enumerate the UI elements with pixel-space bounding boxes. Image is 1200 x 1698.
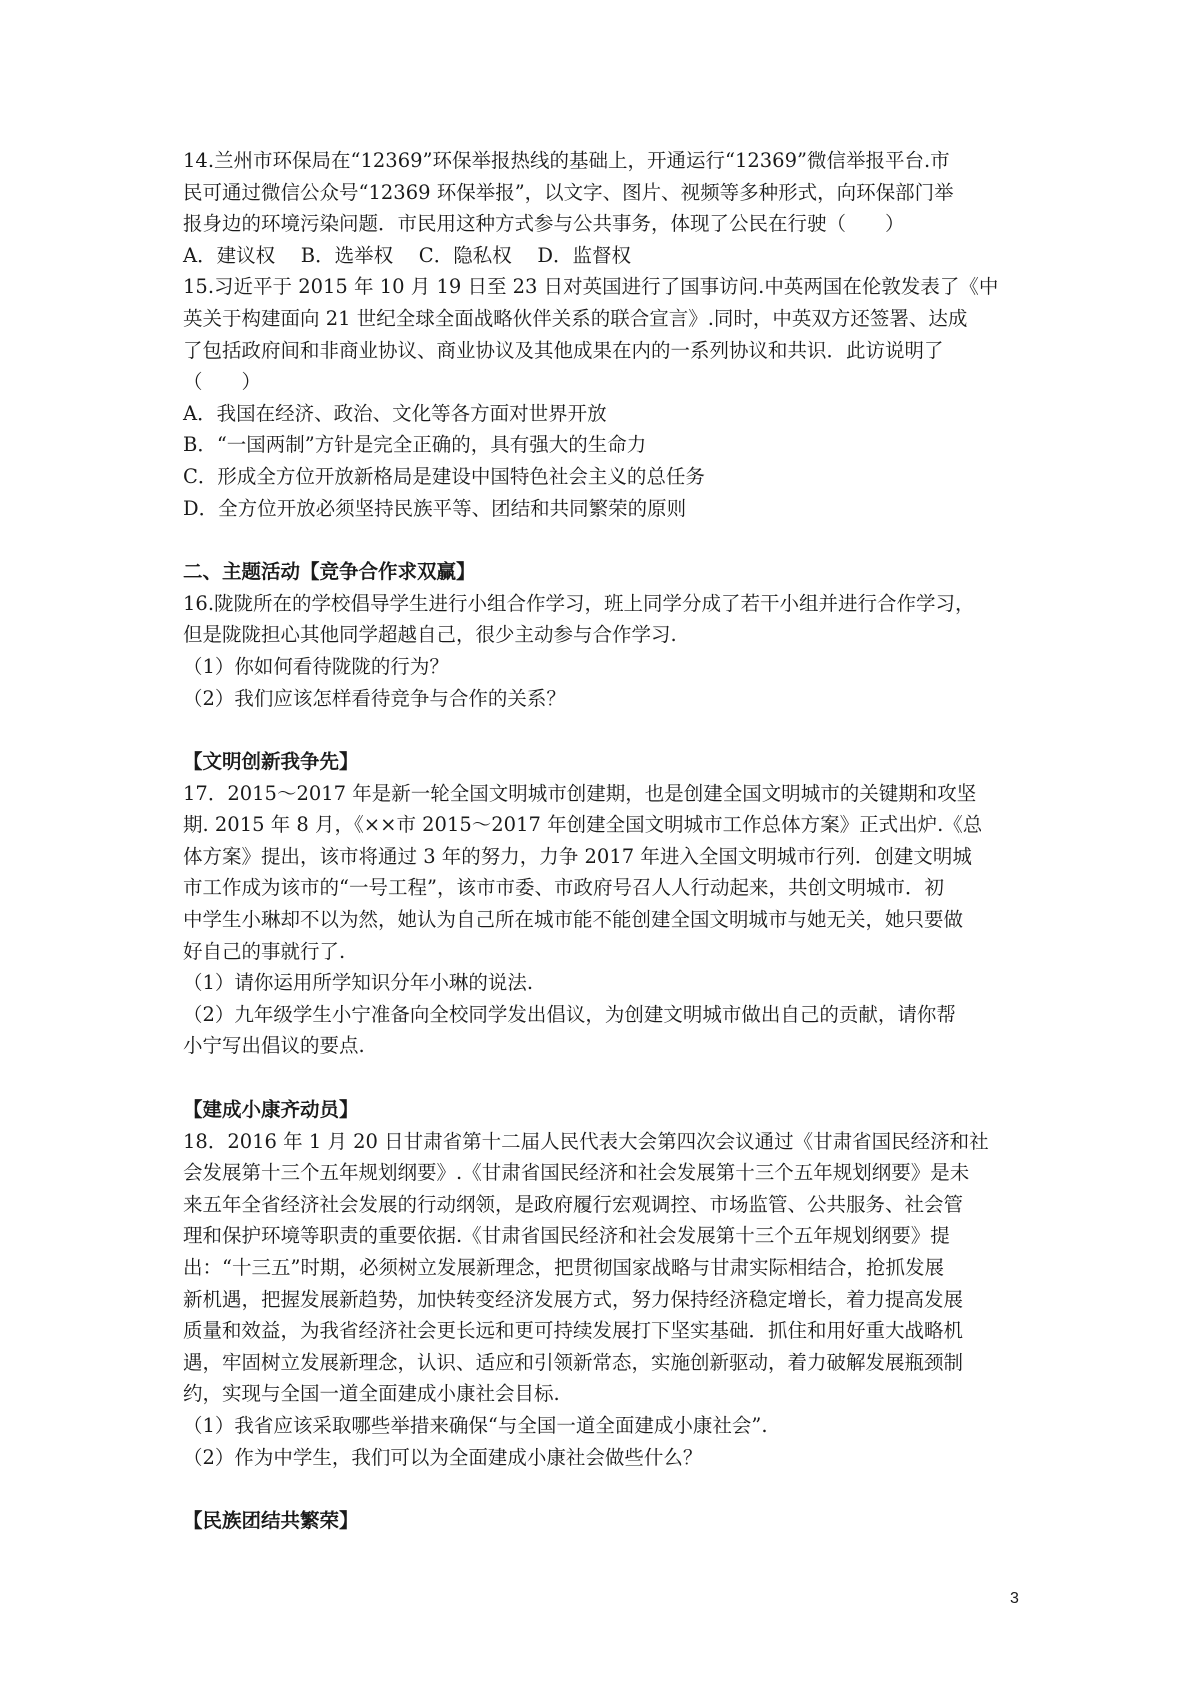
question-15-option-d: D．全方位开放必须坚持民族平等、团结和共同繁荣的原则 — [183, 496, 687, 520]
question-15-option-b: B．“一国两制”方针是完全正确的，具有强大的生命力 — [183, 433, 647, 457]
topic-heading: 【建成小康齐动员】 — [183, 1098, 359, 1122]
section-heading: 二、主题活动【竞争合作求双赢】 — [183, 560, 476, 584]
question-14-line: 民可通过微信公众号“12369 环保举报”，以文字、图片、视频等多种形式，向环保部门举 — [183, 180, 954, 204]
question-18-line: 会发展第十三个五年规划纲要》.《甘肃省国民经济和社会发展第十三个五年规划纲要》是未 — [183, 1161, 970, 1185]
question-17-line: 期. 2015 年 8 月，《××市 2015～2017 年创建全国文明城市工作总体方案》正式出炉.《总 — [183, 813, 983, 837]
question-18-line: 理和保护环境等职责的重要依据.《甘肃省国民经济和社会发展第十三个五年规划纲要》提 — [183, 1224, 950, 1248]
question-14-options: A．建议权 B．选举权 C．隐私权 D．监督权 — [183, 243, 632, 267]
question-18-line: 来五年全省经济社会发展的行动纲领，是政府履行宏观调控、市场监管、公共服务、社会管 — [183, 1192, 964, 1216]
question-17-sub-1: （1）请你运用所学知识分年小琳的说法. — [183, 971, 534, 995]
question-18-line: 质量和效益，为我省经济社会更长远和更可持续发展打下坚实基础．抓住和用好重大战略机 — [183, 1319, 964, 1343]
question-18-sub-1: （1）我省应该采取哪些举措来确保“与全国一道全面建成小康社会”. — [183, 1413, 768, 1437]
document-page — [183, 145, 1033, 1537]
question-15-option-c: C．形成全方位开放新格局是建设中国特色社会主义的总任务 — [183, 464, 705, 488]
question-17-line: 市工作成为该市的“一号工程”，该市市委、市政府号召人人行动起来，共创文明城市．初 — [183, 876, 944, 900]
question-15-line: （ ） — [183, 370, 262, 394]
question-16-line: 但是陇陇担心其他同学超越自己，很少主动参与合作学习. — [183, 623, 677, 647]
question-18-line: 出：“十三五”时期，必须树立发展新理念，把贯彻国家战略与甘肃实际相结合，抢抓发展 — [183, 1256, 944, 1279]
question-16 — [183, 588, 1033, 714]
spacer — [183, 1062, 1033, 1094]
question-17-line: 中学生小琳却不以为然，她认为自己所在城市能不能创建全国文明城市与她无关，她只要做 — [183, 908, 964, 932]
question-16-line: 16.陇陇所在的学校倡导学生进行小组合作学习，班上同学分成了若干小组并进行合作学习， — [183, 591, 975, 615]
question-15-option-a: A．我国在经济、政治、文化等各方面对世界开放 — [183, 401, 607, 425]
question-17-line: 17．2015～2017 年是新一轮全国文明城市创建期，也是创建全国文明城市的关键期和攻坚 — [183, 781, 977, 805]
question-14 — [183, 145, 1033, 271]
question-18-sub-2: （2）作为中学生，我们可以为全面建成小康社会做些什么？ — [183, 1445, 703, 1469]
question-17-line: 好自己的事就行了. — [183, 939, 346, 963]
question-18 — [183, 1126, 1033, 1474]
spacer — [183, 1473, 1033, 1505]
question-16-sub-1: （1）你如何看待陇陇的行为？ — [183, 654, 449, 678]
topic-heading: 【民族团结共繁荣】 — [183, 1509, 359, 1533]
question-15 — [183, 271, 1033, 524]
question-18-line: 18．2016 年 1 月 20 日甘肃省第十二届人民代表大会第四次会议通过《甘肃省国民经济和社 — [183, 1129, 989, 1153]
question-14-line: 14.兰州市环保局在“12369”环保举报热线的基础上，开通运行“12369”微信举报平台.市 — [183, 149, 950, 172]
question-15-line: 英关于构建面向 21 世纪全球全面战略伙伴关系的联合宣言》.同时，中英双方还签署、达成 — [183, 306, 968, 330]
question-15-line: 了包括政府间和非商业协议、商业协议及其他成果在内的一系列协议和共识．此访说明了 — [183, 338, 944, 362]
question-17-line: 体方案》提出，该市将通过 3 年的努力，力争 2017 年进入全国文明城市行列．创建文明城 — [183, 844, 972, 868]
question-18-line: 约，实现与全国一道全面建成小康社会目标. — [183, 1382, 560, 1406]
question-18-line: 遇，牢固树立发展新理念，认识、适应和引领新常态，实施创新驱动，着力破解发展瓶颈制 — [183, 1350, 964, 1374]
question-17-sub-2: （2）九年级学生小宁准备向全校同学发出倡议，为创建文明城市做出自己的贡献，请你帮 — [183, 1002, 956, 1026]
question-16-sub-2: （2）我们应该怎样看待竞争与合作的关系？ — [183, 686, 566, 710]
question-14-line: 报身边的环境污染问题．市民用这种方式参与公共事务，体现了公民在行驶（ ） — [183, 212, 905, 236]
page-number: 3 — [1010, 1590, 1019, 1607]
question-15-line: 15.习近平于 2015 年 10 月 19 日至 23 日对英国进行了国事访问.中英两国在伦敦发表了《中 — [183, 275, 999, 299]
spacer — [183, 524, 1033, 556]
question-17-sub-2-cont: 小宁写出倡议的要点. — [183, 1034, 365, 1058]
topic-heading: 【文明创新我争先】 — [183, 750, 359, 774]
spacer — [183, 714, 1033, 746]
question-17 — [183, 778, 1033, 1062]
question-18-line: 新机遇，把握发展新趋势，加快转变经济发展方式，努力保持经济稳定增长，着力提高发展 — [183, 1287, 964, 1311]
